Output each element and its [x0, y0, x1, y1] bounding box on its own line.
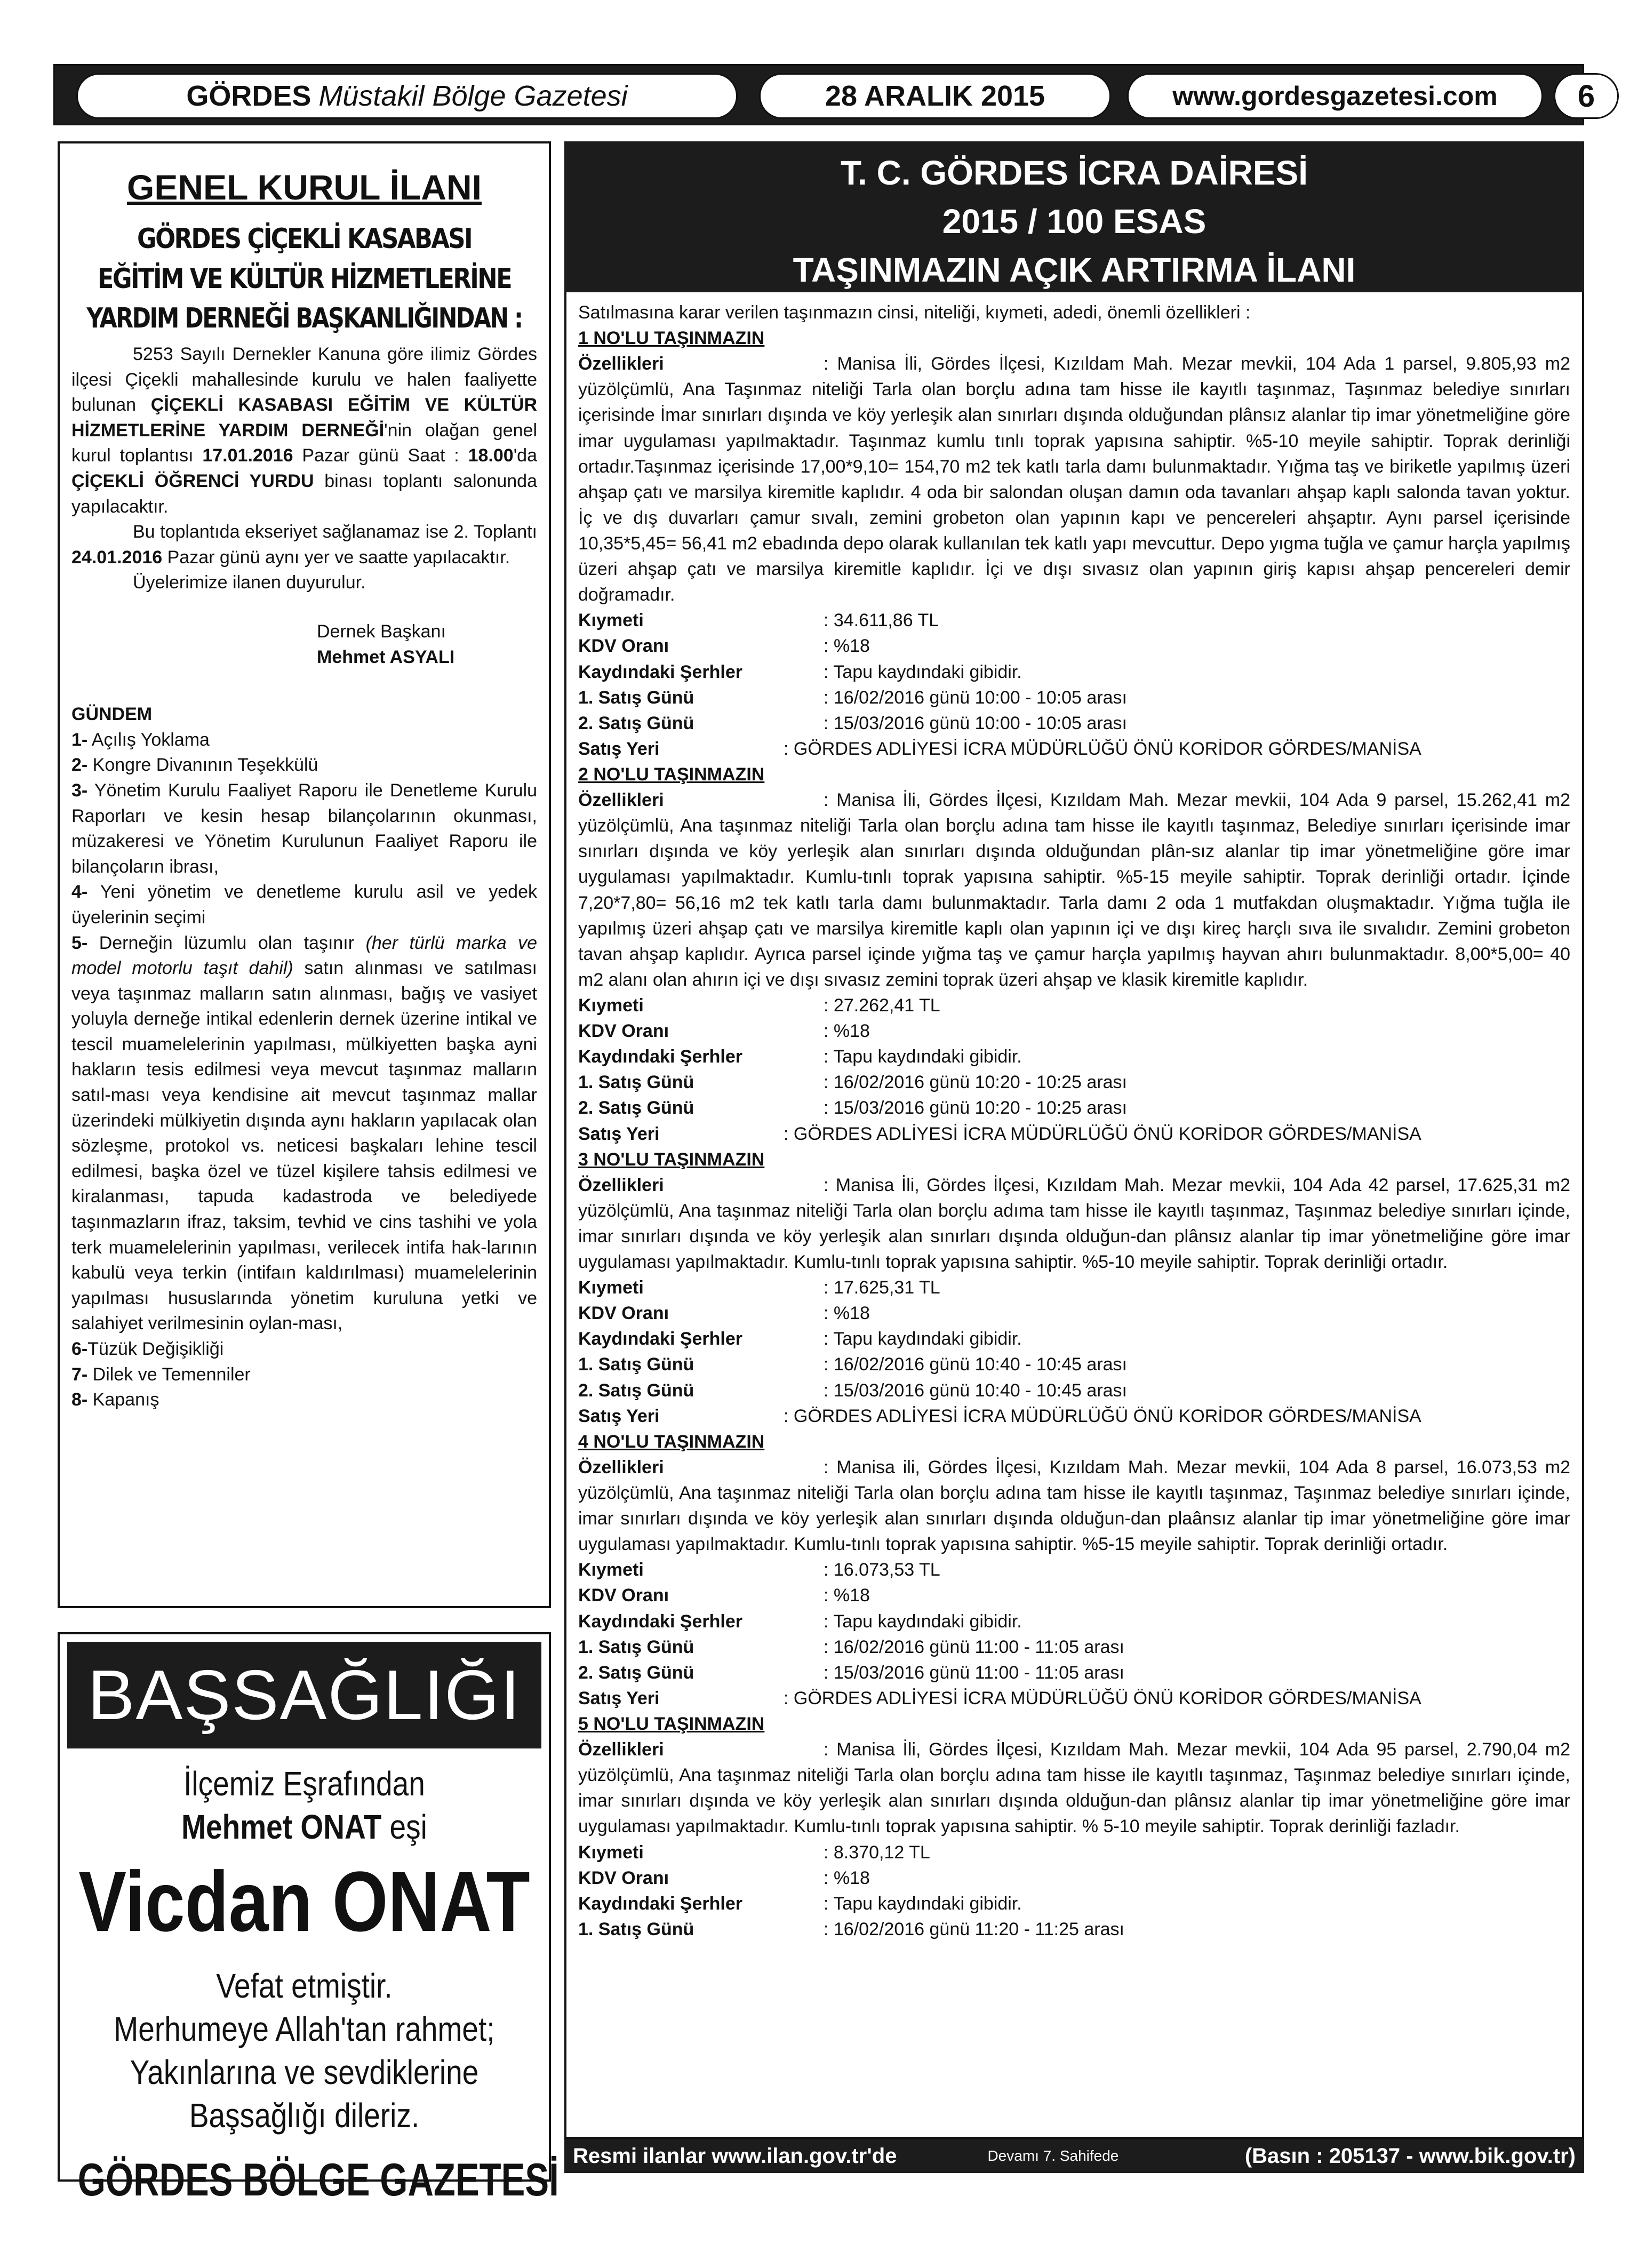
lot-block — [578, 325, 1570, 762]
footer-right: (Basın : 205137 - www.bik.gov.tr) — [1244, 2144, 1576, 2168]
lot-detail-row: Kıymeti : 8.370,12 TL — [578, 1842, 930, 1863]
condolence-signature: GÖRDES BÖLGE GAZETESİ — [77, 2154, 559, 2206]
agenda-item: 7- Dilek ve Temenniler — [71, 1364, 251, 1385]
lot-sale-place: Satış Yeri : GÖRDES ADLİYESİ İCRA MÜDÜRLÜĞÜ ÖNÜ KORİDOR GÖRDES/MANİSA — [578, 738, 1421, 759]
lot-sale-place: Satış Yeri : GÖRDES ADLİYESİ İCRA MÜDÜRLÜĞÜ ÖNÜ KORİDOR GÖRDES/MANİSA — [578, 1688, 1421, 1708]
lot-detail-row: Kaydındaki Şerhler : Tapu kaydındaki gibidir. — [578, 1893, 1022, 1914]
lot-detail-row: KDV Oranı : %18 — [578, 636, 870, 657]
agenda-item: 8- Kapanış — [71, 1389, 159, 1410]
lot-detail-row: Kaydındaki Şerhler : Tapu kaydındaki gibidir. — [578, 1611, 1022, 1632]
auction-title-line-3: TAŞINMAZIN AÇIK ARTIRMA İLANI — [793, 250, 1356, 289]
condolence-line-6: Başsağlığı dileriz. — [189, 2096, 420, 2135]
notice-subtitle-3: YARDIM DERNEĞİ BAŞKANLIĞINDAN : — [86, 302, 522, 335]
condolence-heading: BAŞSAĞLIĞI — [67, 1642, 541, 1748]
notice-title: GENEL KURUL İLANI — [127, 167, 482, 207]
lot-title: 1 NO'LU TAŞINMAZIN — [578, 328, 765, 349]
condolence-line-4: Merhumeye Allah'tan rahmet; — [114, 2009, 495, 2048]
paper-name-bold: GÖRDES — [186, 80, 311, 112]
lot-detail-row: Kaydındaki Şerhler : Tapu kaydındaki gibidir. — [578, 1047, 1022, 1067]
page-header — [53, 64, 1595, 125]
lot-title: 2 NO'LU TAŞINMAZIN — [578, 764, 765, 785]
auction-body — [564, 292, 1584, 2139]
lot-detail-row: 1. Satış Günü : 16/02/2016 günü 10:00 - 10:05 arası — [578, 687, 1128, 708]
lot-detail-row: 1. Satış Günü : 16/02/2016 günü 11:20 - 11:25 arası — [578, 1919, 1124, 1939]
lot-detail-row: 2. Satış Günü : 15/03/2016 günü 11:00 - 11:05 arası — [578, 1662, 1124, 1683]
lot-detail-row: Kıymeti : 27.262,41 TL — [578, 995, 940, 1016]
notice-paragraph-1: 5253 Sayılı Dernekler Kanuna göre ilimiz Gördes ilçesi Çiçekli mahallesinde kurulu ve halen faaliyette bulunan ÇİÇEKLİ KASABASI EĞİTİM VE KÜLTÜR HİZMETLERİNE YARDIM DERNEĞİ'nin olağan genel kurul toplantısı 17.01.2016 Pazar günü Saat : 18.00'da ÇİÇEKLİ ÖĞRENCİ YURDU binası toplantı salonunda yapılacaktır. — [71, 344, 537, 517]
website: www.gordesgazetesi.com — [1127, 73, 1543, 119]
lot-detail-row: Kıymeti : 16.073,53 TL — [578, 1560, 940, 1580]
agenda-title: GÜNDEM — [71, 704, 153, 725]
agenda-item: 1- Açılış Yoklama — [71, 729, 210, 750]
lot-detail-row: KDV Oranı : %18 — [578, 1585, 870, 1606]
condolence-line-2: Mehmet ONAT eşi — [181, 1808, 427, 1847]
lot-sale-place: Satış Yeri : GÖRDES ADLİYESİ İCRA MÜDÜRLÜĞÜ ÖNÜ KORİDOR GÖRDES/MANİSA — [578, 1123, 1421, 1144]
agenda-item: 6-Tüzük Değişikliği — [71, 1339, 224, 1359]
condolence-line-1: İlçemiz Eşrafından — [183, 1764, 425, 1803]
footer-continued: Devamı 7. Sahifede — [987, 2147, 1119, 2164]
signature-role: Dernek Başkanı — [317, 621, 446, 642]
paper-name-rest: Müstakil Bölge Gazetesi — [318, 80, 628, 112]
auction-title-line-1: T. C. GÖRDES İCRA DAİRESİ — [841, 154, 1308, 192]
lot-detail-row: Kaydındaki Şerhler : Tapu kaydındaki gibidir. — [578, 1329, 1022, 1349]
issue-date: 28 ARALIK 2015 — [759, 73, 1111, 119]
lot-detail-row: 1. Satış Günü : 16/02/2016 günü 10:40 - 10:45 arası — [578, 1354, 1128, 1375]
page-footer — [564, 2139, 1584, 2173]
lot-block — [578, 1711, 1570, 1942]
lot-detail-row: KDV Oranı : %18 — [578, 1867, 870, 1888]
lot-properties: Özellikleri : Manisa İli, Gördes İlçesi, Kızıldam Mah. Mezar mevkii, 104 Ada 9 parsel, 15.262,41 m2 yüzölçümlü, Ana taşınmaz niteliği Tarla olan borçlu adına tam hisse ile kayıtlı taşınmaz, Belediye sınırları içerisinde imar sınırları dışında ve köy yerleşik alan sınırları dışında olduğundan plân-sız alanlar tip imar yönetmeliğine göre imar uygulaması yapılmaktadır. Kumlu-tınlı toprak yapısına sahiptir. %5-15 meyile sahiptir. Toprak derinliği ortadır. İçinde 7,20*7,80= 56,16 m2 tek katlı tarla damı bulunmaktadır. Tarla damı 2 oda 1 mutfakdan oluşmaktadır. Yığma tuğla ile yapılmış üzeri ahşap çatı ve marsilya kiremitle kaplı olan yapının içi ve dışı kireç harçlı sıva ile sıvalıdır. Zemini grobeton tavan ahşap kaplıdır. Ayrıca parsel içinde yığma taş ve çamur harçla yapılmış hayvan ahırı bulunmaktadır. 8,00*5,00= 40 m2 alanı olan ahırın içi ve dışı sıvasız zemini toprak üzeri ahşap ve klasik kiremitle kaplıdır. — [578, 790, 1570, 990]
lot-properties: Özellikleri : Manisa İli, Gördes İlçesi, Kızıldam Mah. Mezar mevkii, 104 Ada 42 parsel, 17.625,31 m2 yüzölçümlü, Ana taşınmaz niteliği Tarla olan borçlu adıma tam hisse ile kayıtlı taşınmaz, Taşınmaz belediye sınırları içinde, imar sınırları dışında ve köy yerleşik alan sınırları dışında olduğun-dan plânsız alanlar tip imar yönetmeliğine göre imar uygulaması yapılmaktadır. Kumlu-tınlı toprak yapısına sahiptir. %5-10 meyile sahiptir. Toprak derinliği ortadır. — [578, 1175, 1570, 1273]
lot-detail-row: Kıymeti : 34.611,86 TL — [578, 610, 939, 631]
lot-detail-row: Kaydındaki Şerhler : Tapu kaydındaki gibidir. — [578, 661, 1022, 682]
notice-paragraph-2: Bu toplantıda ekseriyet sağlanamaz ise 2. Toplantı 24.01.2016 Pazar günü aynı yer ve saatte yapılacaktır. — [71, 522, 537, 568]
lot-properties: Özellikleri : Manisa İli, Gördes İlçesi, Kızıldam Mah. Mezar mevkii, 104 Ada 1 parsel, 9.805,93 m2 yüzölçümlü, Ana Taşınmaz niteliği Tarla olan borçlu adına tam hisse ile kayıtlı taşınmaz, Taşınmaz belediye sınırları içerisinde İmar sınırları dışında ve köy yerleşik alan sınırları dışında olduğundan plânsız alanlar tip imar yönetmeliğine göre imar uygulaması yapılmaktadır. Taşınmaz kumlu tınlı toprak yapısına sahiptir. %5-10 meyile sahiptir. Toprak derinliği ortadır.Taşınmaz içerisinde 17,00*9,10= 154,70 m2 tek katlı tarla damı bulunmaktadır. Yığma taş ve biriketle yapılmış üzeri ahşap çatı ve marsilya kiremitle kaplıdır. 4 oda bir salondan oluşan damın oda tavanları ahşap kaplı salonda tavan yoktur. İç ve dış duvarları çamur sıvalı, zemini grobeton olan yapının kapı ve pencereleri ahşaptır. Aynı parsel içerisinde 10,35*5,45= 56,41 m2 ebadında depo olarak kullanılan tek katlı yapı mevcuttur. Depo yıgma tuğla ve çamur harçla yapılmış üzeri ahşap çatı ve marsilya kiremitle kaplıdır. İçi ve dışı sıvasız olan yapının giriş kapısı ahşap pencereleri demir doğramadır. — [578, 354, 1570, 605]
lot-detail-row: 1. Satış Günü : 16/02/2016 günü 11:00 - 11:05 arası — [578, 1636, 1124, 1657]
agenda-item: 2- Kongre Divanının Teşekkülü — [71, 755, 318, 776]
auction-intro: Satılmasına karar verilen taşınmazın cinsi, niteliği, kıymeti, adedi, önemli özellikleri : — [578, 302, 1251, 323]
agenda-item: 3- Yönetim Kurulu Faaliyet Raporu ile Denetleme Kurulu Raporları ve kesin hesap bilançolarının okunması, müzakeresi ve Yönetim Kurulunun Faaliyet Raporu ile bilançoların ibrası, — [71, 780, 537, 877]
paper-name — [76, 73, 738, 119]
lot-properties: Özellikleri : Manisa İli, Gördes İlçesi, Kızıldam Mah. Mezar mevkii, 104 Ada 95 parsel, 2.790,04 m2 yüzölçümlü, Ana taşınmaz niteliği Tarla olan borçlu adına tam hisse ile kayıtlı taşınmaz, Taşınmaz belediye sınırları içinde, imar sınırları dışında ve köy yerleşik alan sınırları dışında olduğun-dan plânsız alanlar tip imar yönetmeliğine göre imar uygulaması yapılmaktadır. Kumlu-tınlı toprak yapısına sahiptir. % 5-10 meyile sahiptir. Toprak derinliği fazladır. — [578, 1739, 1570, 1837]
lot-title: 4 NO'LU TAŞINMAZIN — [578, 1431, 765, 1452]
condolence-line-5: Yakınlarına ve sevdiklerine — [130, 2053, 479, 2092]
condolence-line-3: Vefat etmiştir. — [216, 1966, 393, 2005]
notice-subtitle-1: GÖRDES ÇİÇEKLİ KASABASI — [137, 223, 472, 255]
lot-title: 3 NO'LU TAŞINMAZIN — [578, 1149, 765, 1170]
lot-block — [578, 1429, 1570, 1711]
agenda-item: 5- Derneğin lüzumlu olan taşınır (her türlü marka ve model motorlu taşıt dahil) satın alınması ve satılması veya taşınmaz malların satın alınması, bağış ve vasiyet yoluyla derneğe intikal edenlerin dernek üzerine intikal ve tescil muamelelerinin yapılması, mülkiyetten başka ayni hakların tesis edilmesi veya mevcut taşınmaz malların satıl-ması veya kendisine ait mevcut taşınmaz mallar üzerindeki mülkiyetin dışında aynı hakların yapılacak olan sözleşme, protokol vs. neticesi başkaları lehine tescil edilmesi, başka özel ve tüzel kişilere tahsis edilmesi ve kiralanması, tapuda kadastroda ve belediyede taşınmazların ifraz, taksim, tevhid ve cins tashihi ve yola terk muamelelerinin yapılması, verilecek intifa hak-larının kabulü veya terkin (intifaın kaldırılması) muamelelerinin yapılması hususlarında yönetim kuruluna yetki ve salahiyet verilmesinin oylan-ması, — [71, 932, 537, 1334]
condolence-notice — [58, 1632, 559, 2206]
signature-name: Mehmet ASYALI — [317, 646, 455, 667]
lot-detail-row: Kıymeti : 17.625,31 TL — [578, 1277, 940, 1298]
lot-sale-place: Satış Yeri : GÖRDES ADLİYESİ İCRA MÜDÜRLÜĞÜ ÖNÜ KORİDOR GÖRDES/MANİSA — [578, 1405, 1421, 1426]
lot-properties: Özellikleri : Manisa ili, Gördes İlçesi, Kızıldam Mah. Mezar mevkii, 104 Ada 8 parsel, 16.073,53 m2 yüzölçümlü, Ana taşınmaz niteliği Tarla olan borçlu adına tam hisse ile kayıtlı taşınmaz, Taşınmaz belediye sınırları içinde, imar sınırları dışında ve köy yerleşik alan sınırları dışında olduğun-dan plaânsız alanlar tip imar yönetmeliğine göre imar uygulaması yapılmaktadır. Kumlu-tınlı toprak yapısına sahiptir. %5-15 meyile sahiptir. Toprak derinliği ortadır. — [578, 1457, 1570, 1555]
lot-detail-row: 2. Satış Günü : 15/03/2016 günü 10:40 - 10:45 arası — [578, 1380, 1128, 1401]
lot-block — [578, 1147, 1570, 1429]
deceased-name: Vicdan ONAT — [78, 1853, 530, 1949]
general-assembly-notice — [58, 141, 551, 1608]
lot-detail-row: 1. Satış Günü : 16/02/2016 günü 10:20 - 10:25 arası — [578, 1072, 1128, 1093]
lot-block — [578, 762, 1570, 1147]
auction-title — [564, 141, 1584, 292]
lot-detail-row: 2. Satış Günü : 15/03/2016 günü 10:20 - 10:25 arası — [578, 1098, 1128, 1119]
lots-container — [578, 325, 1570, 1942]
lot-title: 5 NO'LU TAŞINMAZIN — [578, 1714, 765, 1735]
lot-detail-row: KDV Oranı : %18 — [578, 1303, 870, 1324]
footer-left: Resmi ilanlar www.ilan.gov.tr'de — [573, 2144, 897, 2168]
notice-signature — [317, 619, 537, 670]
page-number: 6 — [1554, 73, 1619, 119]
agenda-item: 4- Yeni yönetim ve denetleme kurulu asil ve yedek üyelerinin seçimi — [71, 882, 537, 928]
agenda — [71, 702, 537, 1413]
lot-detail-row: KDV Oranı : %18 — [578, 1021, 870, 1042]
lot-detail-row: 2. Satış Günü : 15/03/2016 günü 10:00 - 10:05 arası — [578, 713, 1128, 733]
auction-title-line-2: 2015 / 100 ESAS — [942, 202, 1206, 241]
notice-subtitle-2: EĞİTİM VE KÜLTÜR HİZMETLERİNE — [97, 262, 512, 295]
notice-paragraph-3: Üyelerimize ilanen duyurulur. — [133, 572, 366, 593]
